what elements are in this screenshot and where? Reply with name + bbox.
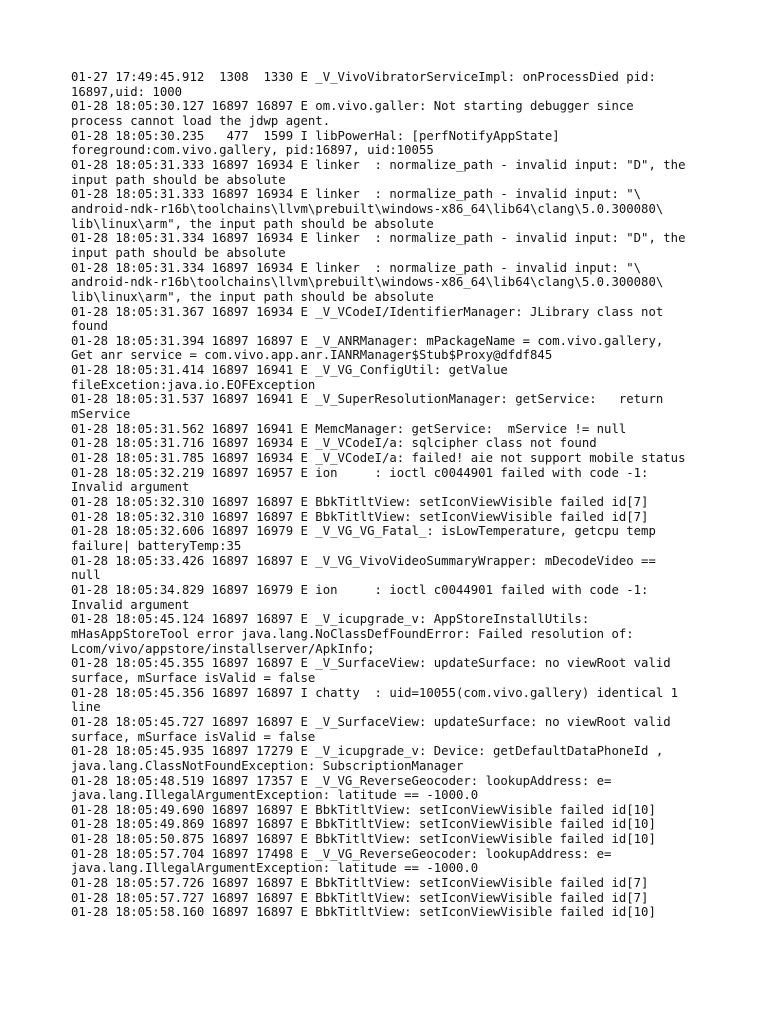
log-line: 01-28 18:05:31.562 16897 16941 E MemcManager: getService: mService != null (71, 421, 627, 436)
log-line: 01-28 18:05:31.716 16897 16934 E _V_VCodeI/a: sqlcipher class not found (71, 436, 597, 451)
log-line: 01-28 18:05:31.333 16897 16934 E linker : normalize_path - invalid input: "D", the (71, 157, 686, 172)
log-line: 01-28 18:05:45.355 16897 16897 E _V_SurfaceView: updateSurface: no viewRoot valid (71, 656, 671, 671)
log-line: fileExcetion:java.io.EOFException (71, 377, 316, 392)
log-line: Invalid argument (71, 480, 190, 495)
log-line: 01-28 18:05:33.426 16897 16897 E _V_VG_VivoVideoSummaryWrapper: mDecodeVideo == (71, 553, 656, 568)
log-line: android-ndk-r16b\toolchains\llvm\prebuilt\windows-x86_64\lib64\clang\5.0.300080\ (71, 201, 664, 216)
log-line: 01-28 18:05:45.935 16897 17279 E _V_icupgrade_v: Device: getDefaultDataPhoneId , (71, 744, 664, 759)
log-line: Invalid argument (71, 597, 190, 612)
log-line: surface, mSurface isValid = false (71, 670, 316, 685)
log-line: Lcom/vivo/appstore/installserver/ApkInfo; (71, 641, 375, 656)
log-line: 01-28 18:05:48.519 16897 17357 E _V_VG_ReverseGeocoder: lookupAddress: e= (71, 773, 612, 788)
log-line: 01-28 18:05:31.414 16897 16941 E _V_VG_ConfigUtil: getValue (71, 363, 508, 378)
log-document (71, 70, 711, 920)
log-line: 01-28 18:05:57.726 16897 16897 E BbkTitltView: setIconViewVisible failed id[7] (71, 876, 649, 891)
log-line: failure| batteryTemp:35 (71, 539, 242, 553)
log-line: java.lang.IllegalArgumentException: latitude == -1000.0 (71, 788, 479, 803)
log-line: 01-28 18:05:30.235 477 1599 I libPowerHal: [perfNotifyAppState] (71, 128, 560, 143)
log-line: line (71, 700, 101, 715)
log-line: process cannot load the jdwp agent. (71, 113, 331, 128)
log-line: mService (71, 407, 131, 422)
log-line: 01-28 18:05:49.869 16897 16897 E BbkTitltView: setIconViewVisible failed id[10] (71, 817, 656, 832)
log-line: java.lang.IllegalArgumentException: latitude == -1000.0 (71, 861, 479, 876)
log-line: input path should be absolute (71, 245, 286, 260)
log-line: java.lang.ClassNotFoundException: SubscriptionManager (71, 758, 464, 773)
log-line: surface, mSurface isValid = false (71, 729, 316, 744)
log-line: 01-28 18:05:58.160 16897 16897 E BbkTitltView: setIconViewVisible failed id[10] (71, 905, 656, 920)
log-line: 01-28 18:05:31.334 16897 16934 E linker : normalize_path - invalid input: "D", the (71, 231, 686, 246)
log-line: 01-28 18:05:34.829 16897 16979 E ion : ioctl c0044901 failed with code -1: (71, 582, 649, 597)
log-line: 01-28 18:05:31.367 16897 16934 E _V_VCodeI/IdentifierManager: JLibrary class not (71, 304, 664, 319)
log-line: 01-28 18:05:31.394 16897 16897 E _V_ANRManager: mPackageName = com.vivo.gallery, (71, 333, 664, 348)
log-line: Get anr service = com.vivo.app.anr.IANRManager$Stub$Proxy@dfdf845 (71, 348, 553, 363)
log-line: 01-28 18:05:49.690 16897 16897 E BbkTitltView: setIconViewVisible failed id[10] (71, 802, 656, 817)
log-line: input path should be absolute (71, 172, 286, 187)
log-line: foreground:com.vivo.gallery, pid:16897, uid:10055 (71, 143, 434, 158)
log-line: 01-28 18:05:50.875 16897 16897 E BbkTitltView: setIconViewVisible failed id[10] (71, 832, 656, 847)
log-line: android-ndk-r16b\toolchains\llvm\prebuilt\windows-x86_64\lib64\clang\5.0.300080\ (71, 275, 664, 290)
log-line: 01-28 18:05:32.310 16897 16897 E BbkTitltView: setIconViewVisible failed id[7] (71, 509, 649, 524)
log-line: 01-28 18:05:45.124 16897 16897 E _V_icupgrade_v: AppStoreInstallUtils: (71, 612, 590, 627)
log-line: 01-28 18:05:30.127 16897 16897 E om.vivo.galler: Not starting debugger since (71, 99, 634, 114)
log-line: 01-28 18:05:45.727 16897 16897 E _V_SurfaceView: updateSurface: no viewRoot valid (71, 714, 671, 729)
log-line: null (71, 568, 101, 583)
log-line: 01-28 18:05:31.333 16897 16934 E linker : normalize_path - invalid input: "\ (71, 187, 642, 202)
log-line: 01-28 18:05:32.310 16897 16897 E BbkTitltView: setIconViewVisible failed id[7] (71, 495, 649, 510)
log-line: mHasAppStoreTool error java.lang.NoClassDefFoundError: Failed resolution of: (71, 626, 634, 641)
log-line: 16897,uid: 1000 (71, 84, 183, 99)
log-line: 01-28 18:05:32.219 16897 16957 E ion : ioctl c0044901 failed with code -1: (71, 465, 649, 480)
log-line: 01-28 18:05:57.704 16897 17498 E _V_VG_ReverseGeocoder: lookupAddress: e= (71, 846, 612, 861)
log-line: 01-27 17:49:45.912 1308 1330 E _V_VivoVibratorServiceImpl: onProcessDied pid: (71, 70, 656, 84)
log-line: lib\linux\arm", the input path should be absolute (71, 289, 434, 304)
log-line: 01-28 18:05:45.356 16897 16897 I chatty : uid=10055(com.vivo.gallery) identical 1 (71, 685, 679, 700)
log-line: found (71, 319, 109, 334)
log-line: 01-28 18:05:57.727 16897 16897 E BbkTitltView: setIconViewVisible failed id[7] (71, 890, 649, 905)
log-line: 01-28 18:05:31.785 16897 16934 E _V_VCodeI/a: failed! aie not support mobile status (71, 451, 686, 466)
log-line: 01-28 18:05:31.334 16897 16934 E linker : normalize_path - invalid input: "\ (71, 260, 642, 275)
log-line: 01-28 18:05:32.606 16897 16979 E _V_VG_VG_Fatal_: isLowTemperature, getcpu temp (71, 524, 656, 539)
log-line: lib\linux\arm", the input path should be absolute (71, 216, 434, 231)
log-line: 01-28 18:05:31.537 16897 16941 E _V_SuperResolutionManager: getService: return (71, 392, 664, 407)
